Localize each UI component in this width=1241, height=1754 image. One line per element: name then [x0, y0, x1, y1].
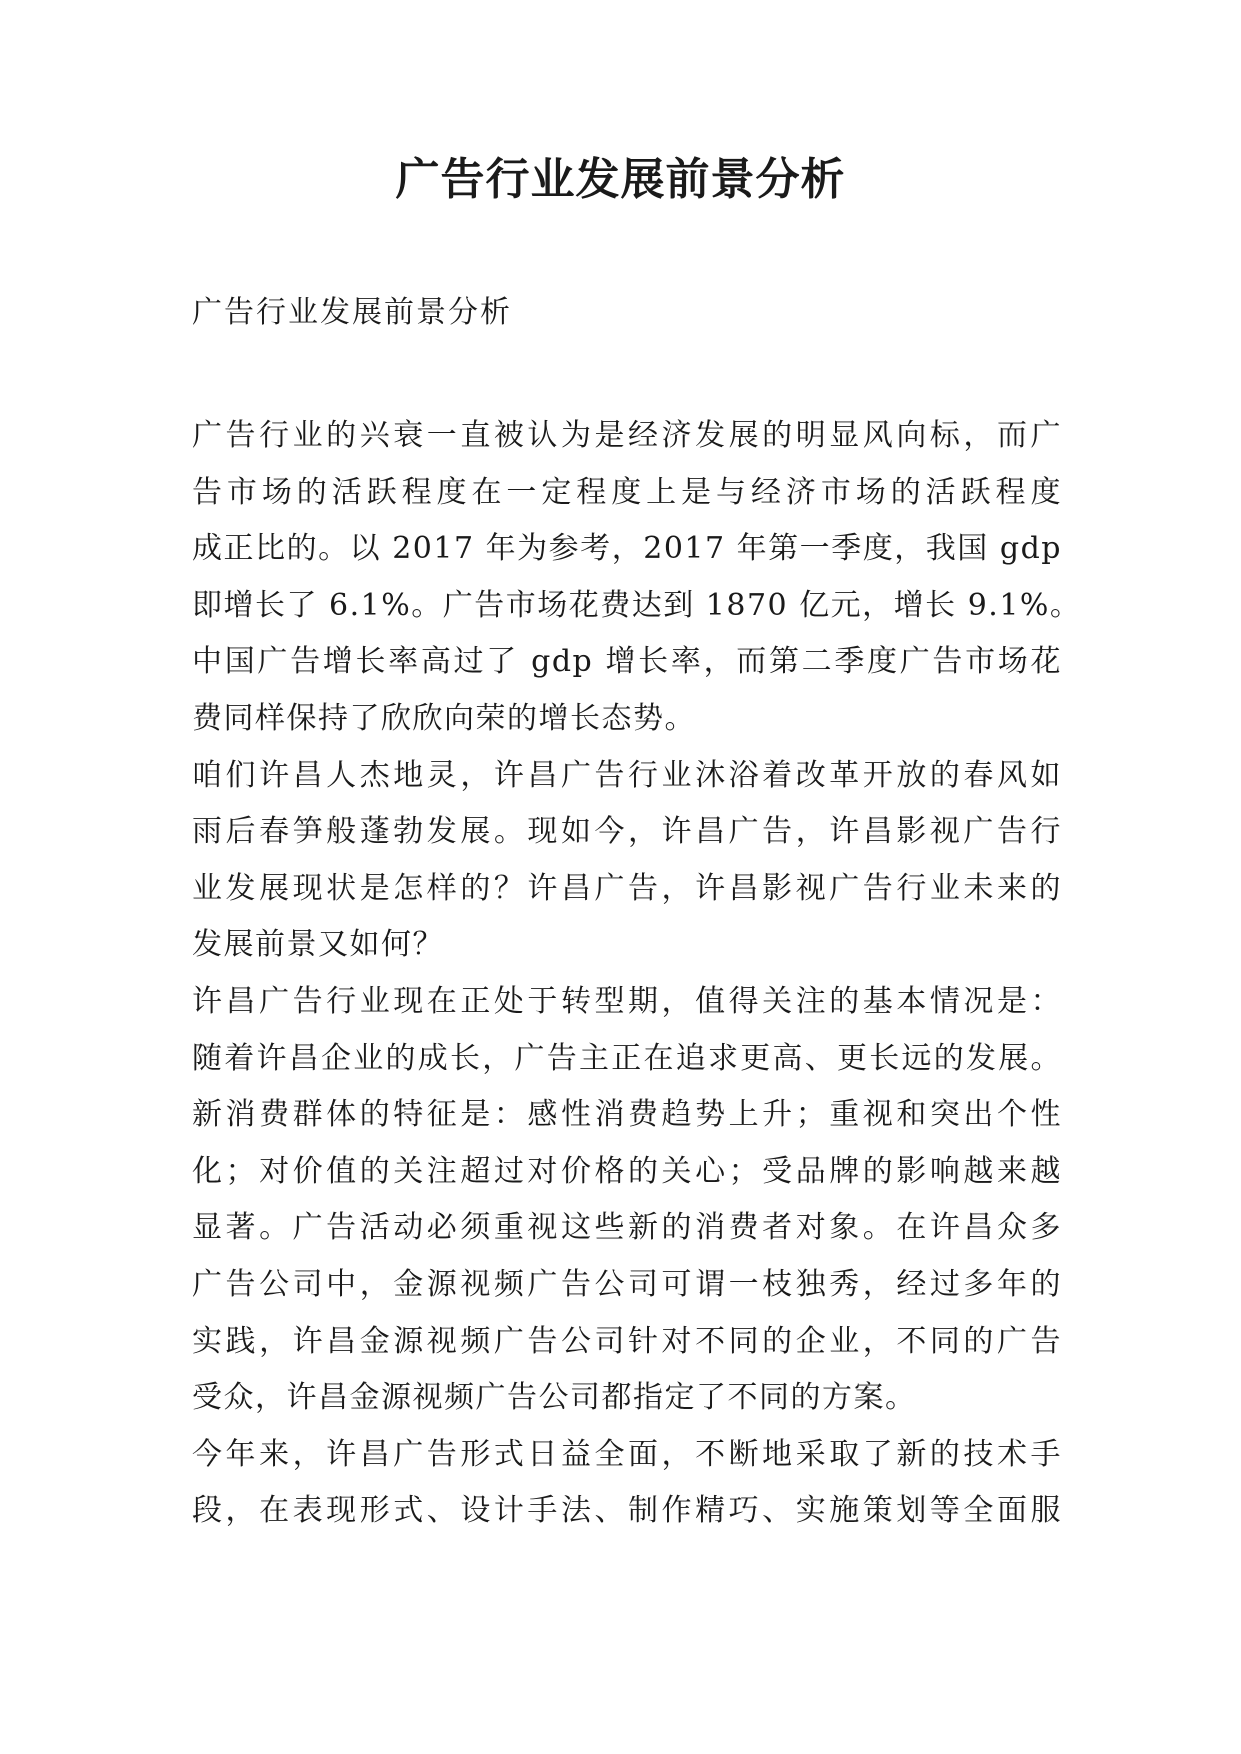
paragraph-4 — [192, 1427, 1062, 1540]
text-line: 新消费群体的特征是：感性消费趋势上升；重视和突出个性 — [192, 1097, 1062, 1133]
text-line: 随着许昌企业的成长，广告主正在追求更高、更长远的发展。 — [192, 1040, 1062, 1076]
text-line: 广告公司中，金源视频广告公司可谓一枝独秀，经过多年的 — [192, 1266, 1062, 1302]
document-subtitle: 广告行业发展前景分析 — [192, 295, 512, 330]
text-line: 成正比的。以 2017 年为参考，2017 年第一季度，我国 gdp — [192, 531, 1062, 567]
text-line: 受众，许昌金源视频广告公司都指定了不同的方案。 — [192, 1380, 917, 1416]
text-line: 化；对价值的关注超过对价格的关心；受品牌的影响越来越 — [192, 1153, 1062, 1189]
text-line: 许昌广告行业现在正处于转型期，值得关注的基本情况是： — [192, 983, 1062, 1019]
paragraph-1 — [192, 408, 1082, 748]
text-line: 告市场的活跃程度在一定程度上是与经济市场的活跃程度 — [192, 474, 1062, 510]
text-line: 业发展现状是怎样的？许昌广告，许昌影视广告行业未来的 — [192, 870, 1062, 906]
document-title: 广告行业发展前景分析 — [395, 154, 846, 205]
paragraph-2 — [192, 748, 1062, 974]
text-line: 发展前景又如何？ — [192, 927, 444, 963]
text-line: 费同样保持了欣欣向荣的增长态势。 — [192, 700, 696, 736]
text-line: 今年来，许昌广告形式日益全面，不断地采取了新的技术手 — [192, 1436, 1062, 1472]
text-line: 实践，许昌金源视频广告公司针对不同的企业，不同的广告 — [192, 1323, 1062, 1359]
paragraph-3 — [192, 974, 1062, 1427]
text-line: 雨后春笋般蓬勃发展。现如今，许昌广告，许昌影视广告行 — [192, 814, 1062, 850]
text-line: 段，在表现形式、设计手法、制作精巧、实施策划等全面服 — [192, 1493, 1062, 1529]
text-line: 即增长了 6.1%。广告市场花费达到 1870 亿元，增长 9.1%。 — [192, 587, 1082, 623]
document-body — [192, 408, 1082, 1540]
text-line: 中国广告增长率高过了 gdp 增长率，而第二季度广告市场花 — [192, 644, 1062, 680]
text-line: 显著。广告活动必须重视这些新的消费者对象。在许昌众多 — [192, 1210, 1062, 1246]
text-line: 咱们许昌人杰地灵，许昌广告行业沐浴着改革开放的春风如 — [192, 757, 1062, 793]
text-line: 广告行业的兴衰一直被认为是经济发展的明显风向标，而广 — [192, 418, 1062, 453]
